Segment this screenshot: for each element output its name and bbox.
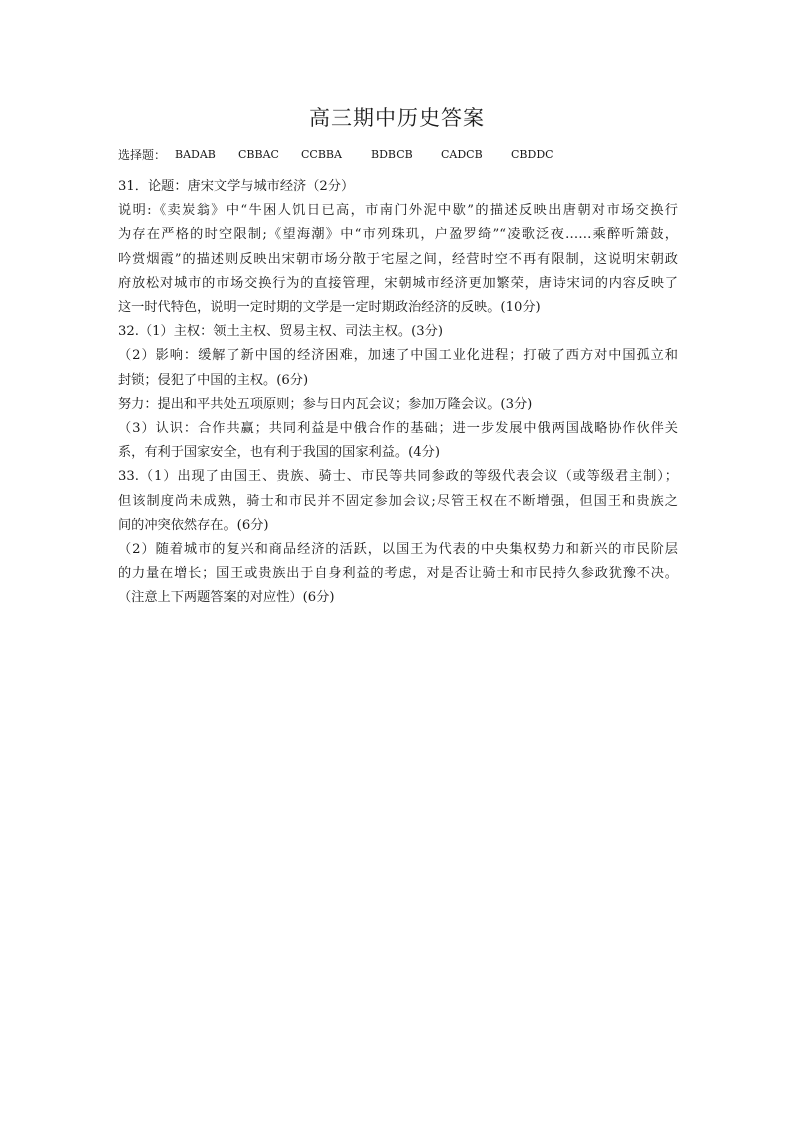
q32-part3-line: 系，有利于国家安全，也有利于我国的国家利益。(4分): [118, 445, 440, 461]
answer-group-4: BDBCB: [371, 148, 413, 161]
q31-text-line: 吟赏烟霞”的描述则反映出宋朝市场分散于宅屋之间，经营时空不再有限制，这说明宋朝政: [118, 251, 678, 267]
q33-part1-line: 33.（1）出现了由国王、贵族、骑士、市民等共同参政的等级代表会议（或等级君主制）；: [118, 469, 678, 485]
q33-part1-line: 但该制度尚未成熟，骑士和市民并不固定参加会议;尽管王权在不断增强，但国王和贵族之: [118, 493, 678, 509]
answer-group-1: BADAB: [175, 148, 216, 161]
q32-part1: 32.（1）主权：领土主权、贸易主权、司法主权。(3分): [118, 324, 443, 340]
multiple-choice-label: 选择题：: [118, 148, 167, 162]
q33-part2-line: 的力量在增长；国王或贵族出于自身利益的考虑，对是否让骑士和市民持久参政犹豫不决。: [118, 566, 678, 582]
q31-text-line: 为存在严格的时空限制;《望海潮》中“市列珠玑，户盈罗绮”“凌歌泛夜……乘醉听箫鼓，: [118, 227, 678, 243]
q33-part1-line: 间的冲突依然存在。(6分): [118, 517, 269, 533]
q32-efforts: 努力：提出和平共处五项原则；参与日内瓦会议；参加万隆会议。(3分): [118, 396, 533, 412]
q32-part2-line: 封锁；侵犯了中国的主权。(6分): [118, 372, 309, 388]
answer-group-3: CCBBA: [301, 148, 342, 161]
page-title: 高三期中历史答案: [309, 106, 485, 130]
q31-heading: 31．论题：唐宋文学与城市经济（2分）: [118, 179, 355, 194]
q32-part3-line: （3）认识：合作共赢；共同利益是中俄合作的基础；进一步发展中俄两国战略协作伙伴关: [118, 421, 678, 437]
answer-group-6: CBDDC: [511, 148, 554, 161]
q32-part2-line: （2）影响：缓解了新中国的经济困难，加速了中国工业化进程；打破了西方对中国孤立和: [118, 348, 678, 364]
q31-text-line: 府放松对城市的市场交换行为的直接管理，宋朝城市经济更加繁荣，唐诗宋词的内容反映了: [118, 275, 678, 291]
answer-body: [118, 175, 678, 611]
q33-part2-line: （2）随着城市的复兴和商品经济的活跃，以国王为代表的中央集权势力和新兴的市民阶层: [118, 542, 678, 558]
answer-group-2: CBBAC: [238, 148, 279, 161]
q33-note: （注意上下两题答案的对应性）(6分): [118, 590, 335, 606]
answer-group-5: CADCB: [441, 148, 483, 161]
q31-text-line: 说明:《卖炭翁》中“牛困人饥日已高，市南门外泥中歇”的描述反映出唐朝对市场交换行: [118, 203, 678, 219]
q31-text-line: 这一时代特色，说明一定时期的文学是一定时期政治经济的反映。(10分): [118, 300, 541, 316]
